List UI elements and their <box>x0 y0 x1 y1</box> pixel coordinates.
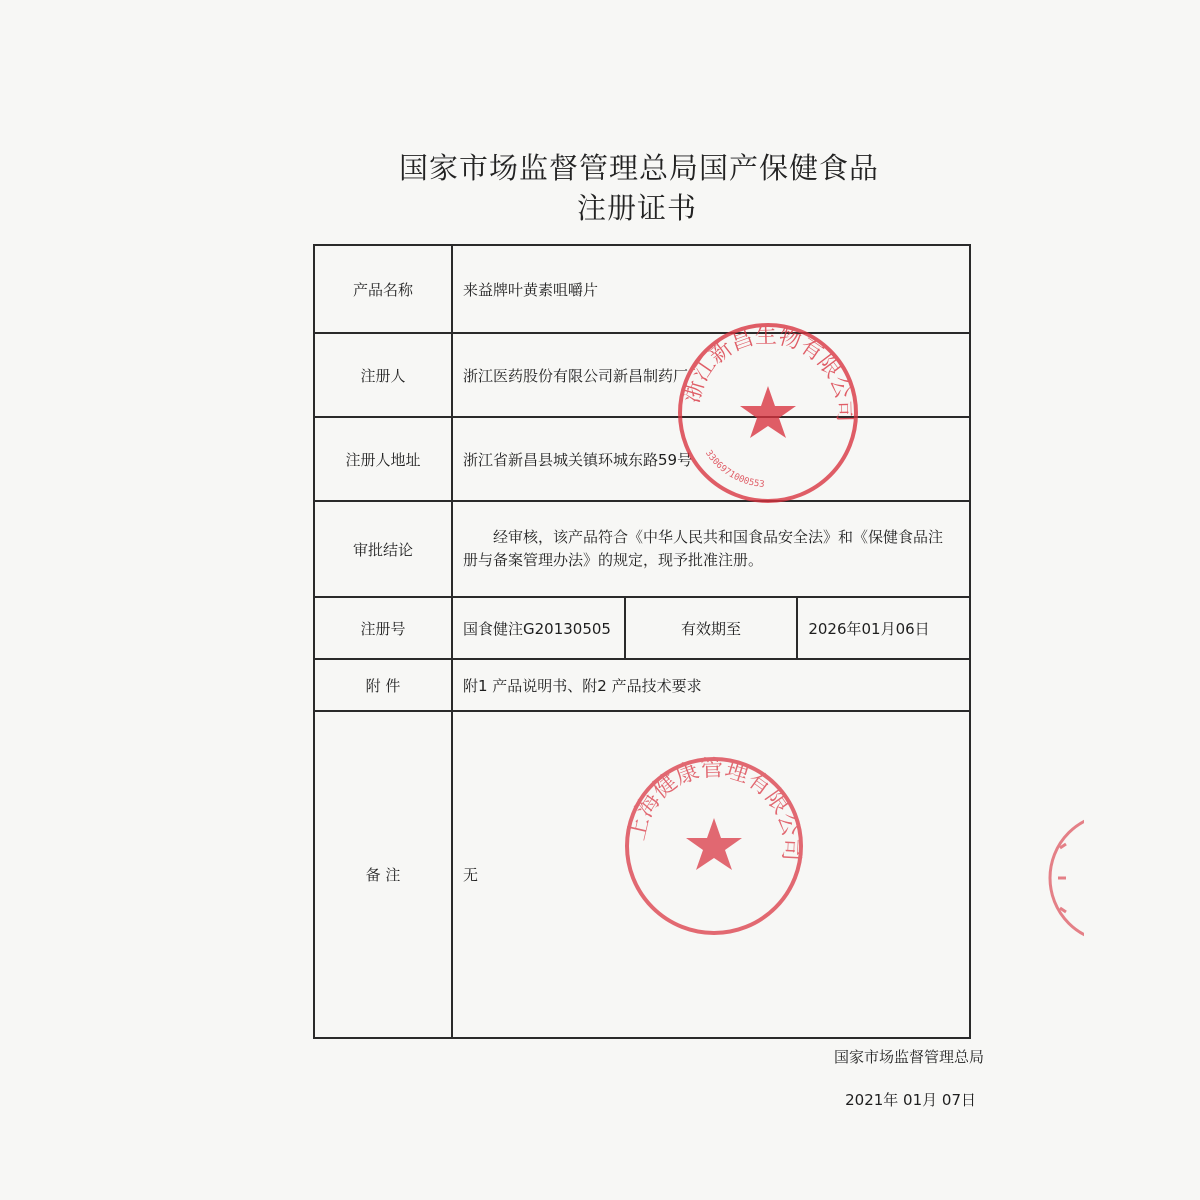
certificate-table <box>313 244 971 1039</box>
seal-1-text: 浙江新昌生物有限公司 <box>679 323 858 423</box>
table-row-remarks <box>314 711 970 1038</box>
valid-until-value: 2026年01月06日 <box>797 597 970 659</box>
table-row-address <box>314 417 970 501</box>
issuer-name: 国家市场监督管理总局 <box>833 1048 984 1066</box>
attachments-value: 附1 产品说明书、附2 产品技术要求 <box>452 659 970 711</box>
table-row-product-name <box>314 245 970 333</box>
seal-1-number: 3306971000553 <box>703 448 765 490</box>
attachments-label: 附 件 <box>314 659 452 711</box>
table-row-registrant <box>314 333 970 417</box>
registration-number-label: 注册号 <box>314 597 452 659</box>
issue-date: 2021年 01月 07日 <box>845 1091 976 1109</box>
conclusion-label: 审批结论 <box>314 501 452 597</box>
table-row-conclusion <box>314 501 970 597</box>
valid-until-label: 有效期至 <box>625 597 798 659</box>
table-row-attachments <box>314 659 970 711</box>
product-name-value: 来益牌叶黄素咀嚼片 <box>452 245 970 333</box>
certificate-title-line1: 国家市场监督管理总局国产保健食品 <box>398 151 879 185</box>
address-label: 注册人地址 <box>314 417 452 501</box>
seal-2-text: 上海健康管理有限公司 <box>623 755 805 862</box>
registration-number-value: 国食健注G20130505 <box>452 597 625 659</box>
address-value: 浙江省新昌县城关镇环城东路59号 <box>452 417 970 501</box>
product-name-label: 产品名称 <box>314 245 452 333</box>
table-row-registration-number <box>314 597 970 659</box>
registrant-value: 浙江医药股份有限公司新昌制药厂 <box>452 333 970 417</box>
certificate-title-line2: 注册证书 <box>576 191 697 225</box>
partial-seal-right <box>1024 808 1084 948</box>
remarks-value: 无 <box>452 711 970 1038</box>
remarks-label: 备 注 <box>314 711 452 1038</box>
registrant-label: 注册人 <box>314 333 452 417</box>
conclusion-value: 经审核，该产品符合《中华人民共和国食品安全法》和《保健食品注册与备案管理办法》的规定，现予批准注册。 <box>452 501 970 597</box>
